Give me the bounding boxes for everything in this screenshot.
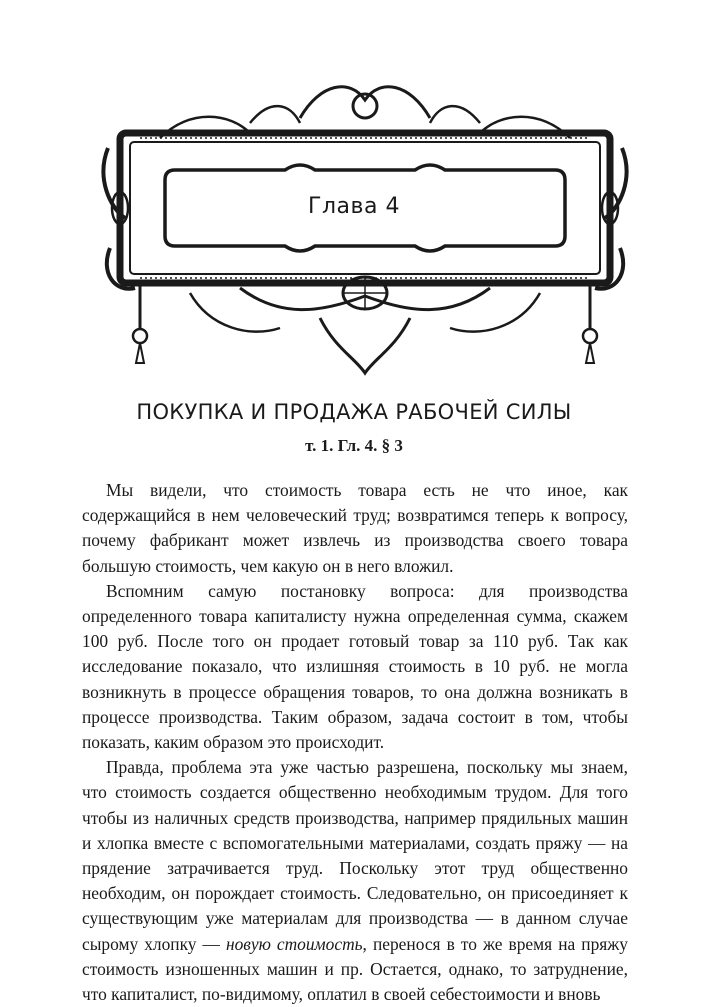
section-reference: т. 1. Гл. 4. § 3 xyxy=(305,436,403,455)
paragraph xyxy=(82,755,628,1007)
ornamental-frame xyxy=(100,78,630,378)
body-text xyxy=(82,478,628,1007)
paragraph: Вспомним самую постановку вопроса: для производства определенного товара капиталисту нужна определенная сумма, скажем 100 руб. После того он продает готовый товар за 110 руб. Так как исследование показало, что излишняя стоимость в 10 руб. не могла возникнуть в процессе обращения товаров, то она должна возникать в процессе производства. Таким образом, задача состоит в том, чтобы показать, каким образом это происходит. xyxy=(82,580,628,753)
paragraph: Мы видели, что стоимость товара есть не что иное, как содержащийся в нем человеческий труд; возвратимся теперь к вопросу, почему фабрикант может извлечь из производства своего товара большую стоимость, чем какую он в него вложил. xyxy=(82,480,628,576)
paragraph-text: , перенося в то же время на пряжу стоимость изношенных машин и пр. Остается, однако, то затруднение, что капиталист, по-видимому, оплатил в своей себестоимости и вновь xyxy=(82,933,628,1005)
section-title: ПОКУПКА И ПРОДАЖА РАБОЧЕЙ СИЛЫ xyxy=(136,400,572,424)
chapter-label: Глава 4 xyxy=(308,194,400,219)
emphasized-text: новую стоимость xyxy=(225,933,363,954)
paragraph-text: Правда, проблема эта уже частью разрешена, поскольку мы знаем, что стоимость создается общественно необходимым трудом. Для того чтобы из наличных средств производства, например прядильных машин и хлопка вместе с вспомогательными материалами, создать пряжу — на прядение затрачивается труд. Поскольку этот труд общественно необходим, он порождает стоимость. Следовательно, он присоединяет к существующим уже материалам для производства — в данном случае сырому хлопку — xyxy=(82,757,628,954)
